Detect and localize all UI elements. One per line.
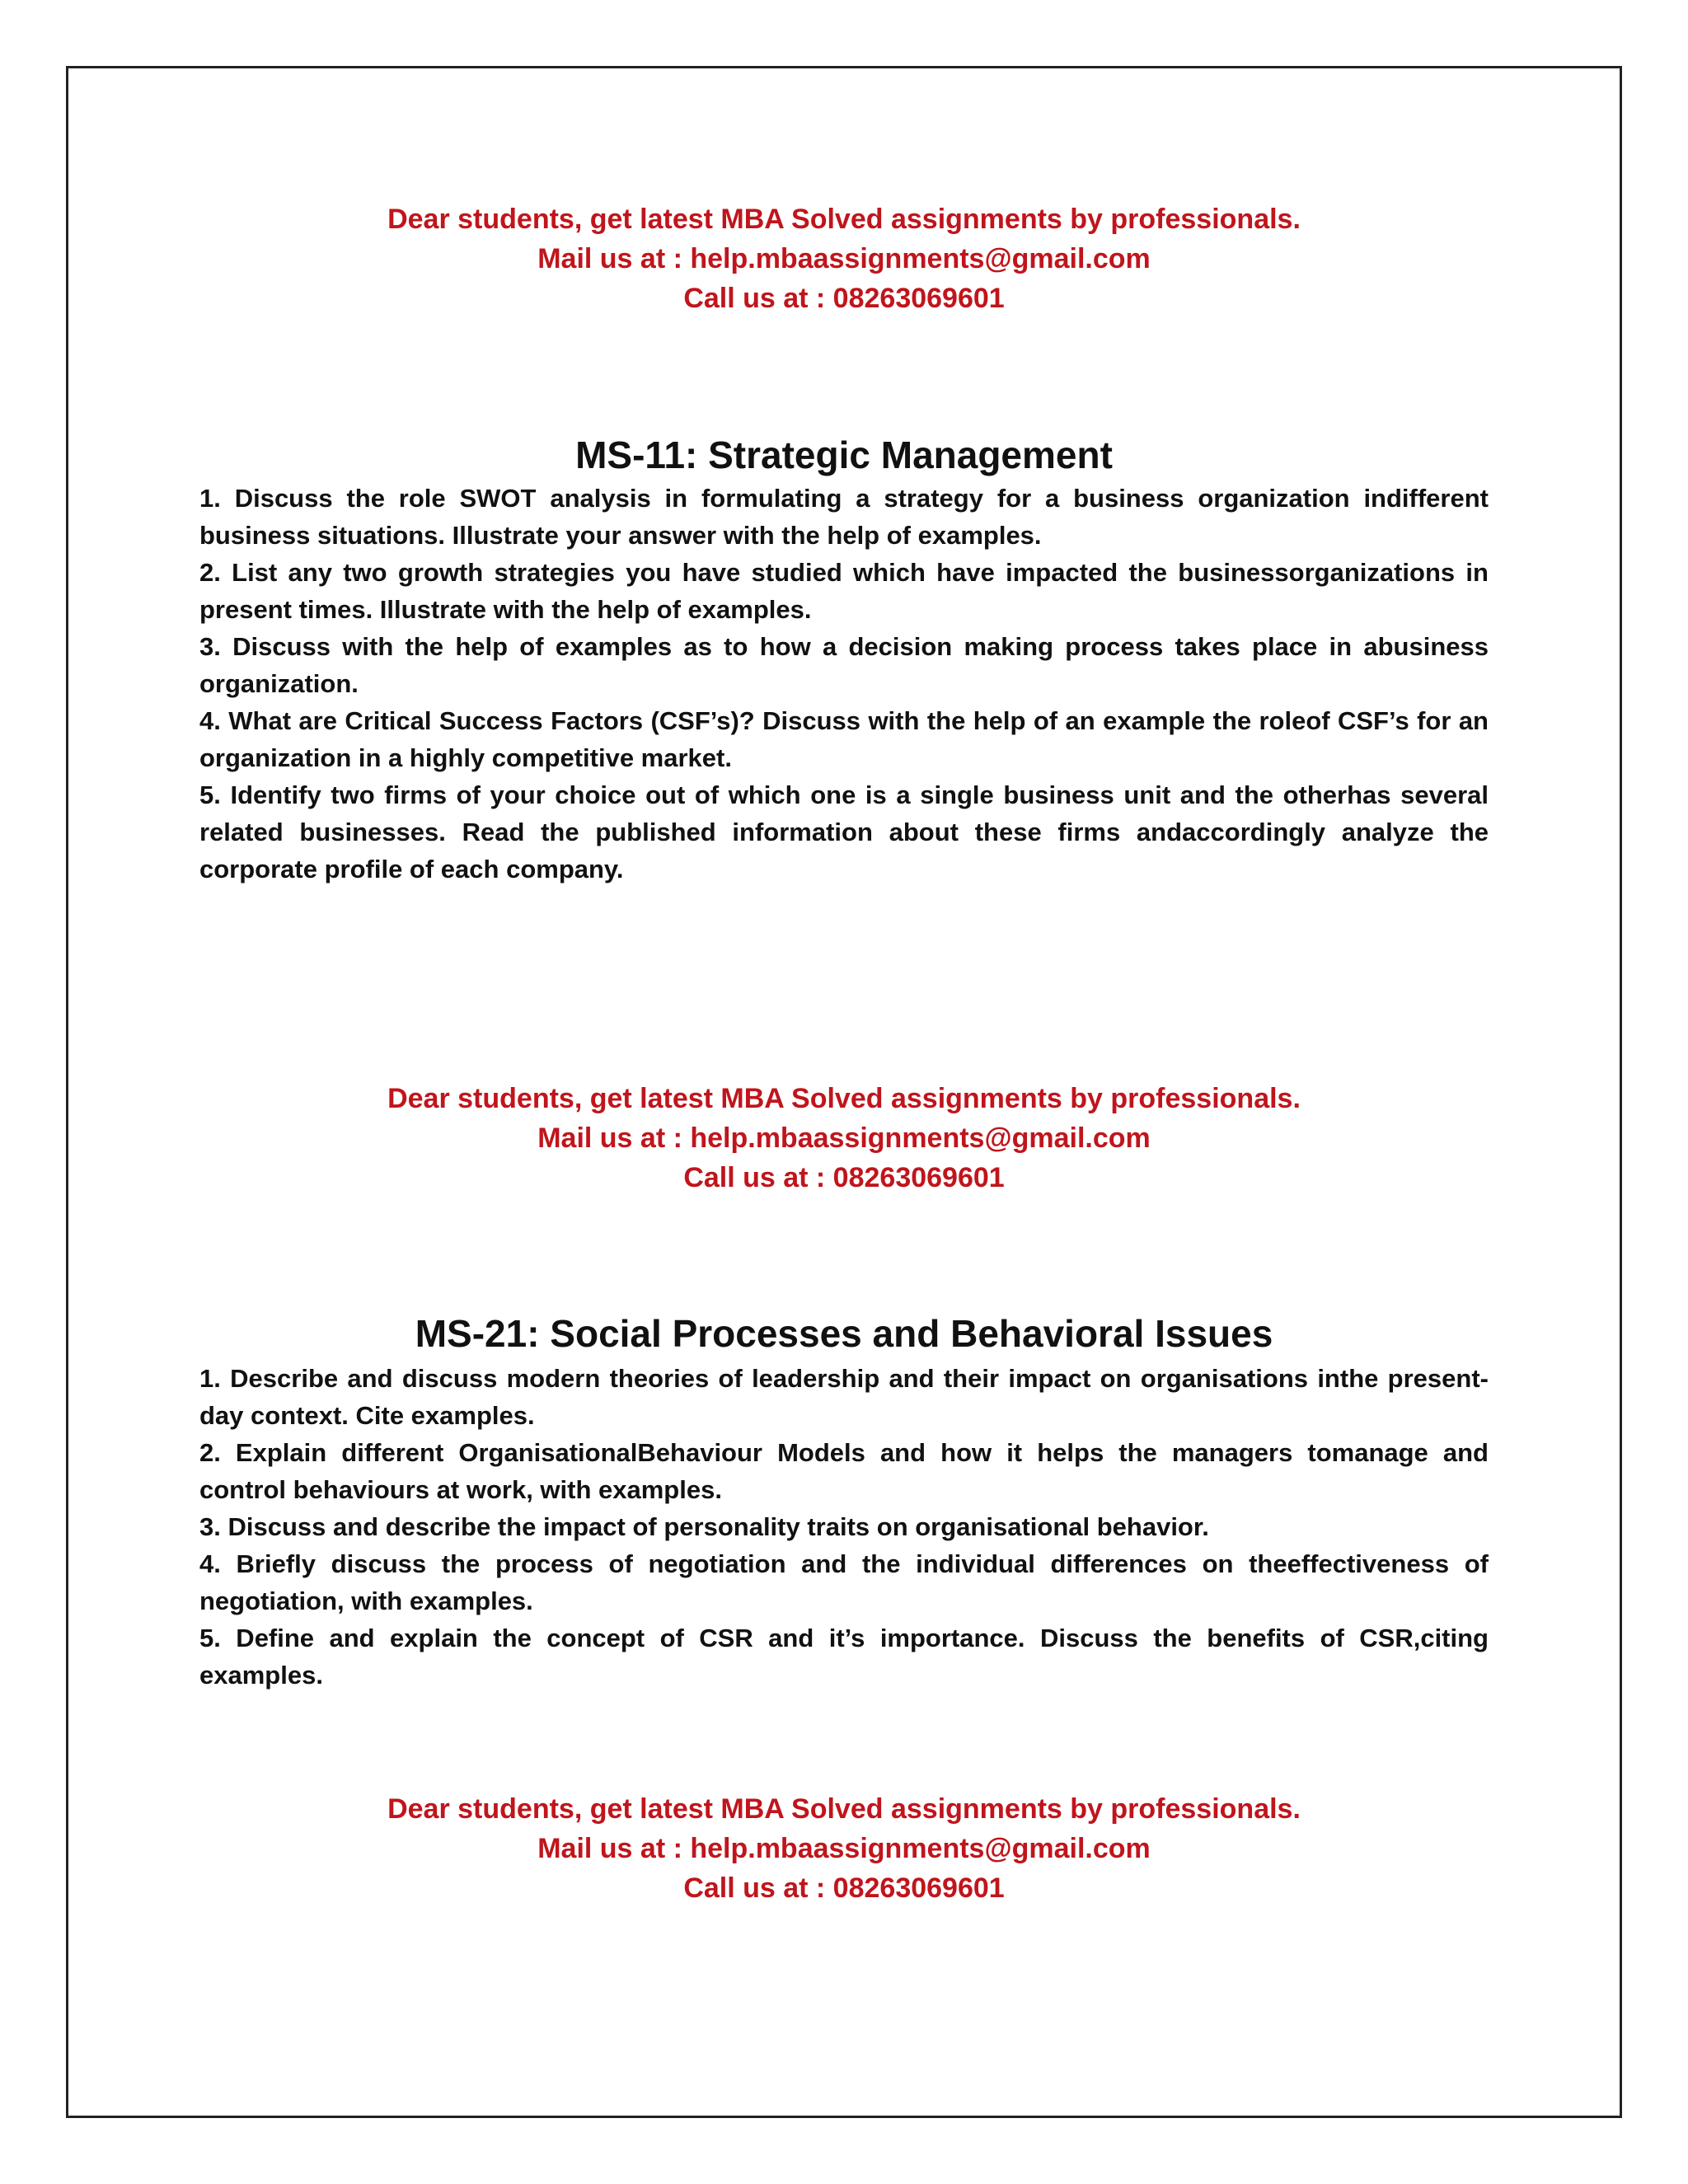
question-item: 3. Discuss with the help of examples as to how a decision making process takes place in abusiness organization. <box>199 632 1489 698</box>
question-item: 1. Describe and discuss modern theories of leadership and their impact on organisations inthe present-day context. Cite examples. <box>199 1364 1489 1430</box>
question-list-ms21 <box>199 1360 1489 1694</box>
promo-email: Mail us at : help.mbaassignments@gmail.com <box>537 1833 1151 1864</box>
promo-phone: Call us at : 08263069601 <box>683 1162 1005 1193</box>
question-item: 1. Discuss the role SWOT analysis in formulating a strategy for a business organization indifferent business situations. Illustrate your answer with the help of examples. <box>199 484 1489 550</box>
promo-block-top <box>0 199 1688 318</box>
question-item: 5. Define and explain the concept of CSR and it’s importance. Discuss the benefits of CSR,citing examples. <box>199 1624 1489 1690</box>
promo-phone: Call us at : 08263069601 <box>683 1872 1005 1904</box>
promo-phone: Call us at : 08263069601 <box>683 283 1005 314</box>
promo-block-middle <box>0 1079 1688 1197</box>
question-list-ms11 <box>199 480 1489 888</box>
question-item: 5. Identify two firms of your choice out of which one is a single business unit and the otherhas several related businesses. Read the published information about these firms andaccordingly analyze the corporate profile of each company. <box>199 780 1489 883</box>
promo-email: Mail us at : help.mbaassignments@gmail.com <box>537 1122 1151 1154</box>
promo-headline: Dear students, get latest MBA Solved assignments by professionals. <box>387 204 1301 235</box>
question-item: 4. Briefly discuss the process of negotiation and the individual differences on theeffectiveness of negotiation, with examples. <box>199 1549 1489 1615</box>
section-title-ms11: MS-11: Strategic Management <box>575 434 1113 476</box>
question-item: 3. Discuss and describe the impact of personality traits on organisational behavior. <box>199 1512 1209 1541</box>
question-item: 2. List any two growth strategies you have studied which have impacted the businessorganizations in present times. Illustrate with the help of examples. <box>199 558 1489 624</box>
promo-email: Mail us at : help.mbaassignments@gmail.com <box>537 243 1151 274</box>
promo-headline: Dear students, get latest MBA Solved assignments by professionals. <box>387 1793 1301 1825</box>
promo-block-bottom <box>0 1789 1688 1908</box>
promo-headline: Dear students, get latest MBA Solved assignments by professionals. <box>387 1083 1301 1114</box>
section-title-ms21: MS-21: Social Processes and Behavioral Issues <box>415 1312 1273 1355</box>
question-item: 4. What are Critical Success Factors (CSF’s)? Discuss with the help of an example the roleof CSF’s for an organization in a highly competitive market. <box>199 706 1489 772</box>
question-item: 2. Explain different OrganisationalBehaviour Models and how it helps the managers tomanage and control behaviours at work, with examples. <box>199 1438 1489 1504</box>
